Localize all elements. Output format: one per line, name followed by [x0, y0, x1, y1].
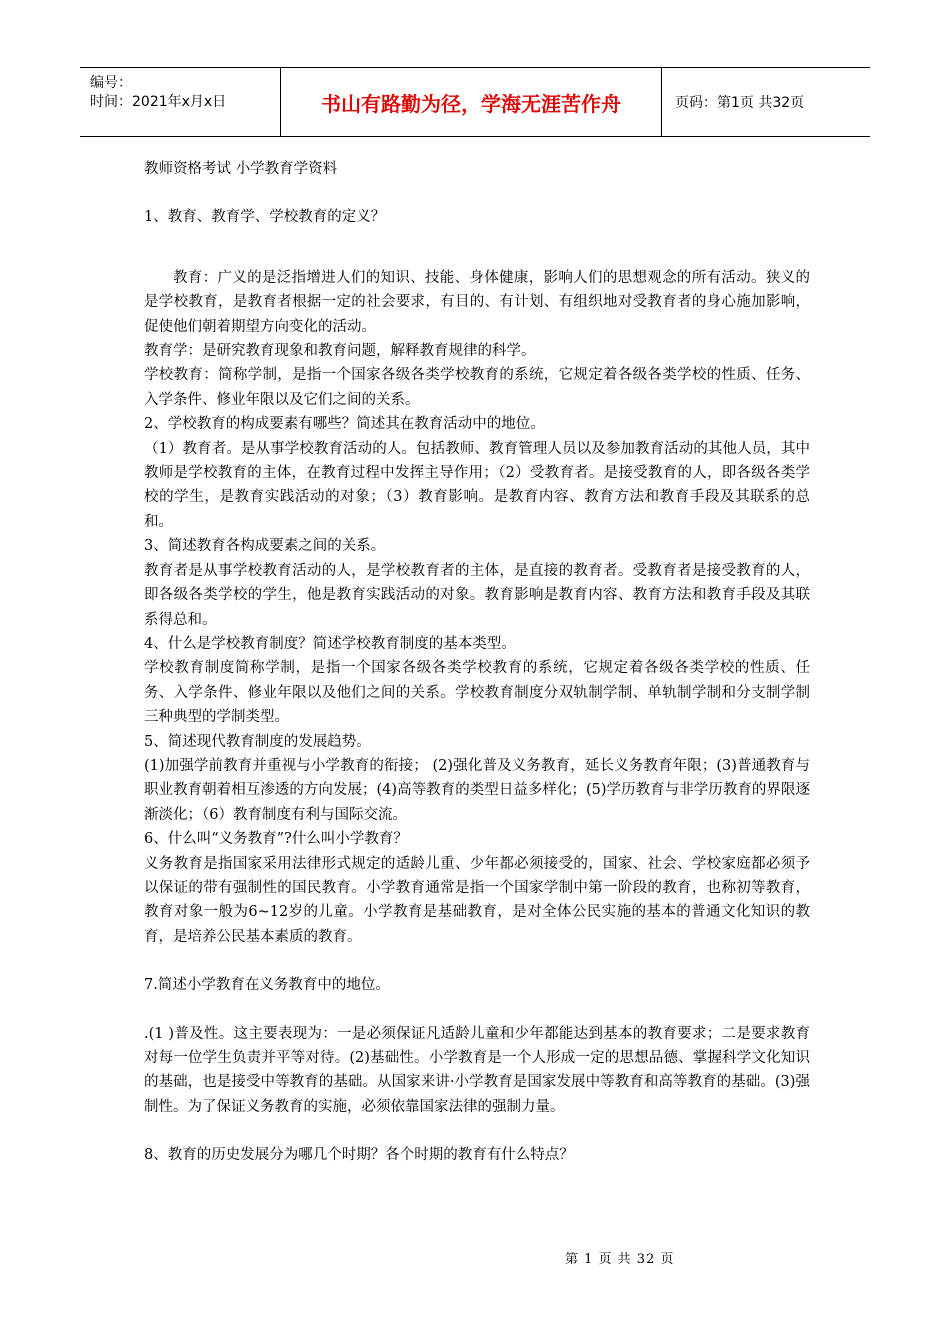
- answer-1-education: 教育：广义的是泛指增进人们的知识、技能、身体健康，影响人们的思想观念的所有活动。狭义的是学校教育，是教育者根据一定的社会要求，有目的、有计划、有组织地对受教育者的身心施加影响，促使他们朝着期望方向变化的活动。: [144, 269, 810, 335]
- time-label: 时间：2021年x月x日: [90, 94, 227, 110]
- answer-1-school-education: 学校教育：简称学制，是指一个国家各级各类学校教育的系统，它规定着各级各类学校的性质、任务、入学条件、修业年限以及它们之间的关系。: [144, 367, 810, 408]
- question-5: 5、简述现代教育制度的发展趋势。: [144, 733, 371, 750]
- answer-2: （1）教育者。是从事学校教育活动的人。包括教师、教育管理人员以及参加教育活动的其他人员，其中教师是学校教育的主体，在教育过程中发挥主导作用；（2）受教育者。是接受教育的人，即各级各类学校的学生，是教育实践活动的对象；（3）教育影响。是教育内容、教育方法和教育手段及其联系的总和。: [144, 440, 810, 530]
- document-body: [144, 157, 810, 1168]
- answer-3: 教育者是从事学校教育活动的人，是学校教育者的主体，是直接的教育者。受教育者是接受教育的人，即各级各类学校的学生，他是教育实践活动的对象。教育影响是教育内容、教育方法和教育手段及其联系得总和。: [144, 562, 810, 628]
- answer-6: 义务教育是指国家采用法律形式规定的适龄儿重、少年都必须接受的，国家、社会、学校家庭都必须予以保证的带有强制性的国民教育。小学教育通常是指一个国家学制中第一阶段的教育，也称初等教育，教育对象一般为6~12岁的儿童。小学教育是基础教育，是对全体公民实施的基本的普通文化知识的教育，是培养公民基本素质的教育。: [144, 855, 810, 945]
- question-1: 1、教育、教育学、学校教育的定义？: [144, 209, 386, 226]
- question-2: 2、学校教育的构成要素有哪些？简述其在教育活动中的地位。: [144, 416, 545, 433]
- header-page-info: 页码：第1页 共32页: [675, 95, 805, 111]
- answer-7: .(1 )普及性。这主要表现为：一是必须保证凡适龄儿童和少年都能达到基本的教育要求；二是要求教育对每一位学生负责并平等对待。(2)基础性。小学教育是一个人形成一定的思想品德、掌握科学文化知识的基础，也是接受中等教育的基础。从国家来讲·小学教育是国家发展中等教育和高等教育的基础。(3)强制性。为了保证义务教育的实施，必须依靠国家法律的强制力量。: [144, 1025, 810, 1115]
- question-8: 8、教育的历史发展分为哪几个时期？各个时期的教育有什么特点？: [144, 1147, 574, 1164]
- number-label: 编号：: [90, 75, 132, 91]
- header-meta: [80, 68, 280, 136]
- answer-5: (1)加强学前教育并重视与小学教育的衔接； (2)强化普及义务教育，延长义务教育年限；(3)普通教育与职业教育朝着相互渗透的方向发展；(4)高等教育的类型日益多样化；(5)学历教育与非学历教育的界限逐渐淡化；（6）教育制度有利与国际交流。: [144, 757, 810, 823]
- answer-1-pedagogy: 教育学：是研究教育现象和教育问题，解释教育规律的科学。: [144, 343, 536, 360]
- question-6: 6、什么叫“义务教育”?什么叫小学教育？: [144, 831, 408, 848]
- page-header: [80, 67, 870, 137]
- question-3: 3、简述教育各构成要素之间的关系。: [144, 538, 386, 555]
- answer-4: 学校教育制度简称学制，是指一个国家各级各类学校教育的系统，它规定着各级各类学校的性质、任务、入学条件、修业年限以及他们之间的关系。学校教育制度分双轨制学制、单轨制学制和分支制学制三种典型的学制类型。: [144, 660, 810, 726]
- header-motto: 书山有路勤为径，学海无涯苦作舟: [280, 68, 662, 136]
- question-7: 7.简述小学教育在义务教育中的地位。: [144, 977, 390, 994]
- page-footer: 第 1 页 共 32 页: [565, 1252, 675, 1267]
- document-title: 教师资格考试 小学教育学资料: [144, 161, 338, 177]
- question-4: 4、什么是学校教育制度？简述学校教育制度的基本类型。: [144, 635, 516, 652]
